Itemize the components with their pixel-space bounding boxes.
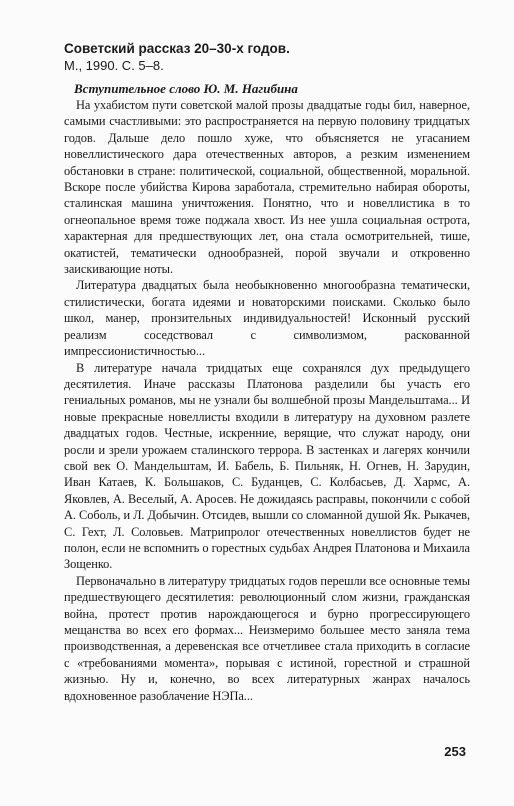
source-meta: М., 1990. С. 5–8. xyxy=(64,58,164,73)
paragraph-3: В литературе начала тридцатых еще сохранялся дух предыдущего десятилетия. Иначе рассказы Платонова разделили бы участь его гениальных романов, мы не узнали бы волшебной прозы Мандельштама... И новые прекрасные новеллисты входили в литературу на духовном разлете двадцатых годов. Честные, искренние, верящие, что служат народу, они росли и зрели урожаем сталинского террора. В застенках и лагерях кончили свой век О. Мандельштам, И. Бабель, Б. Пильняк, Н. Огнев, Н. Зарудин, Иван Катаев, К. Большаков, С. Буданцев, С. Колбасьев, Д. Хармс, А. Яковлев, А. Веселый, А. Аросев. Не дожидаясь расправы, покончили с собой А. Соболь, и Л. Добычин. Отсидев, вышли со сломанной душой Як. Рыкачев, С. Гехт, Л. Соловьев. Матрипролог отечественных новеллистов будет не полон, если не вспомнить о горестных судьбах Андрея Платонова и Михаила Зощенко. xyxy=(64,360,470,572)
intro-heading: Вступительное слово Ю. М. Нагибина xyxy=(74,81,298,96)
source-title: Советский рассказ 20–30-х годов. xyxy=(64,41,290,56)
page-number: 253 xyxy=(444,744,466,759)
paragraph-4: Первоначально в литературу тридцатых годов перешли все основные темы предшествующего десятилетия: революционный слом жизни, гражданская война, протест против нарождающегося и бурно прогрессирующего мещанства во всех его формах... Неизмеримо большее место заняла тема производственная, а деревенская все отчетливее стала приходить в согласие с «требованиями момента», порывая с истиной, горестной и страшной жизнью. Ну и, конечно, во всех литературных жанрах началось вдохновенное разоблачение НЭПа... xyxy=(64,573,470,703)
paragraph-1: На ухабистом пути советской малой прозы двадцатые годы бил, наверное, самыми счастливыми: это распространяется на первую половину тридцатых годов. Дальше дело пошло хуже, что объясняется не угасанием новеллистического дара отечественных авторов, а резким изменением обстановки в стране: политической, социальной, общественной, моральной. Вскоре после убийства Кирова заработала, стремительно набирая обороты, сталинская машина уничтожения. Понятно, что и новеллистика в то огнеопальное время тоже поджала хвост. Из нее ушла социальная острота, характерная для предшествующих лет, она стала осмотрительней, тише, окатистей, тематически однообразней, порой звучали и откровенно заискивающие ноты. xyxy=(64,98,470,277)
paragraph-2: Литература двадцатых была необыкновенно многообразна тематически, стилистически, богата идеями и новаторскими поисками. Сколько было школ, манер, пронзительных индивидуальностей! Исконный русский реализм соседствовал с символизмом, раскованной импрессионистичностью... xyxy=(64,278,470,359)
